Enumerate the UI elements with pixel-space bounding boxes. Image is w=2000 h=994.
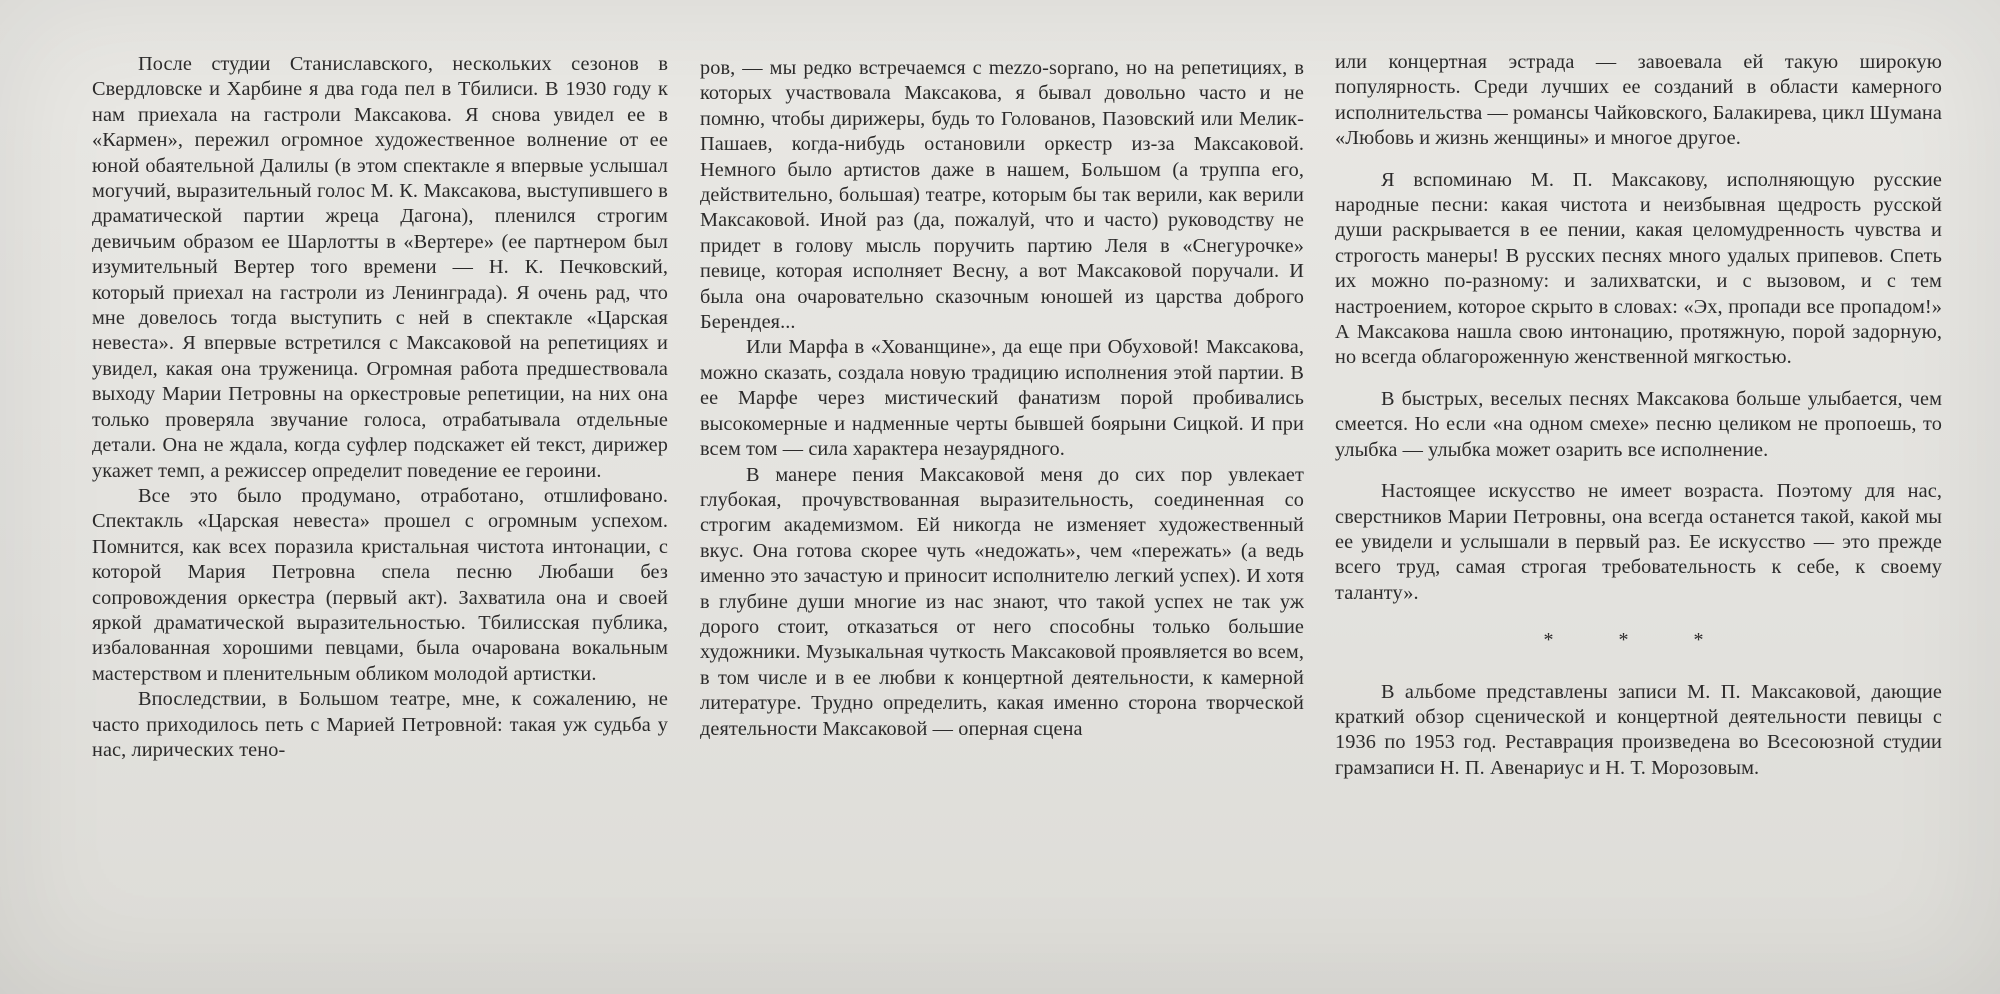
text-column-1 [92,52,668,763]
paragraph: Настоящее искусство не имеет возраста. Поэтому для нас, сверстников Марии Петровны, она всегда останется такой, какой мы ее увидели и услышали в первый раз. Ее искусство — это прежде всего труд, самая строгая требовательность к себе, к своему таланту». [1335,480,1942,604]
paragraph: После студии Станиславского, нескольких сезонов в Свердловске и Харбине я два года пел в Тбилиси. В 1930 году к нам приехала на гастроли Максакова. Я снова увидел ее в «Кармен», пережил огромное художественное волнение от ее юной обаятельной Далилы (в этом спектакле я впервые услышал могучий, выразительный голос М. К. Максакова, выступившего в драматической партии жреца Дагона), пленился строгим девичьим образом ее Шарлотты в «Вертере» (ее партнером был изумительный Вертер того времени — Н. К. Печковский, который приехал на гастроли из Ленинграда). Я очень рад, что мне довелось тогда выступить с ней в спектакле «Царская невеста». Я впервые встретился с Максаковой на репетициях и увидел, какая она труженица. Огромная работа предшествовала выходу Марии Петровны на оркестровые репетиции, на них она только проверяла звучание голоса, отрабатывала отдельные детали. Она не ждала, когда суфлер подскажет ей текст, дирижер укажет темп, а режиссер определит поведение ее героини. [92,53,668,482]
paragraph: Или Марфа в «Хованщине», да еще при Обуховой! Максакова, можно сказать, создала новую традицию исполнения этой партии. В ее Марфе через мистический фанатизм порой пробивались высокомерные и надменные черты бывшей боярыни Сицкой. И при всем том — сила характера незаурядного. [700,336,1304,461]
album-note-paragraph: В альбоме представлены записи М. П. Максаковой, дающие краткий обзор сценической и концертной деятельности певицы с 1936 по 1953 год. Реставрация произведена во Всесоюзной студии грамзаписи Н. П. Авенариус и Н. Т. Морозовым. [1335,680,1942,779]
text-column-3 [1335,50,1942,781]
text-column-2 [700,56,1304,742]
paragraph: Все это было продумано, отработано, отшлифовано. Спектакль «Царская невеста» прошел с огромным успехом. Помнится, как всех поразила кристальная чистота интонации, с которой Мария Петровна спела песню Любаши без сопровождения оркестра (первый акт). Захватила она и своей яркой драматической выразительностью. Тбилисская публика, избалованная хорошими певцами, была очарована вокальным мастерством и пленительным обликом молодой артистки. [92,484,668,685]
section-separator: * * * [1543,629,1734,652]
paragraph: ров, — мы редко встречаемся с mezzo-soprano, но на репетициях, в которых участвовала Максакова, я бывал довольно часто и не помню, чтобы дирижеры, будь то Голованов, Пазовский или Мелик-Пашаев, когда-нибудь остановили оркестр из-за Максаковой. Немного было артистов даже в нашем, Большом (а труппа его, действительно, большая) театре, которым бы так верили, как верили Максаковой. Иной раз (да, пожалуй, что и часто) руководству не придет в голову мысль поручить партию Леля в «Снегурочке» певице, которая исполняет Весну, а вот Максаковой поручали. И была она очаровательно сказочным юношей из царства доброго Берендея... [700,57,1304,334]
paragraph: Впоследствии, в Большом театре, мне, к сожалению, не часто приходилось петь с Марией Петровной: такая уж судьба у нас, лирических тено- [92,688,668,761]
paragraph: Я вспоминаю М. П. Максакову, исполняющую русские народные песни: какая чистота и неизбывная щедрость русской души раскрывается в ее пении, какая целомудренность чувства и строгость манеры! В русских песнях много удалых припевов. Спеть их можно по-разному: и залихватски, и с вызовом, и с тем настроением, которое скрыто в словах: «Эх, пропади все пропадом!» А Максакова нашла свою интонацию, протяжную, порой задорную, но всегда облагороженную женственной мягкостью. [1335,168,1942,369]
paragraph: или концертная эстрада — завоевала ей такую широкую популярность. Среди лучших ее созданий в области камерного исполнительства — романсы Чайковского, Балакирева, цикл Шумана «Любовь и жизнь женщины» и многое другое. [1335,51,1942,150]
paragraph: В быстрых, веселых песнях Максакова больше улыбается, чем смеется. Но если «на одном смехе» песню целиком не пропоешь, то улыбка — улыбка может озарить все исполнение. [1335,387,1942,461]
paragraph: В манере пения Максаковой меня до сих пор увлекает глубокая, прочувствованная выразительность, соединенная со строгим академизмом. Ей никогда не изменяет художественный вкус. Она готова скорее чуть «недожать», чем «пережать» (а ведь именно это зачастую и приносит исполнителю легкий успех). И хотя в глубине души многие из нас знают, что такой успех не так уж дорого стоит, отказаться от него способны только большие художники. Музыкальная чуткость Максаковой проявляется во всем, в том числе и в ее любви к концертной деятельности, к камерной литературе. Трудно определить, какая именно сторона творческой деятельности Максаковой — оперная сцена [700,463,1304,740]
